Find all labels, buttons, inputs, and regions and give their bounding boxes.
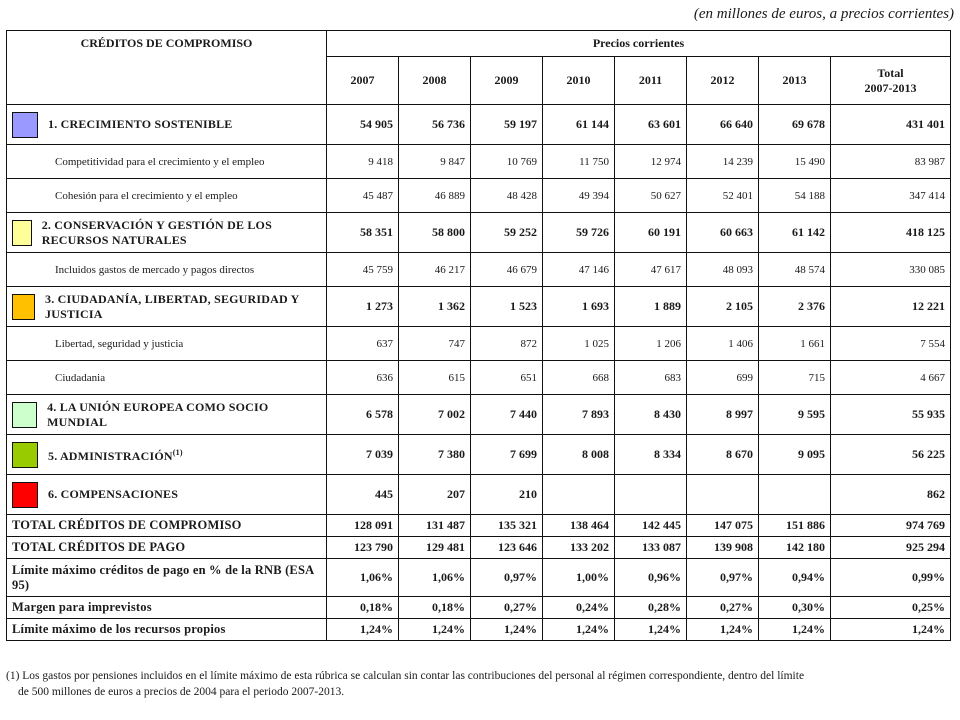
totals-row [7,559,951,597]
row-label-text [42,218,321,248]
footnote-line-2: de 500 millones de euros a precios de 2004 para el periodo 2007-2013. [18,686,345,698]
value-cell: 1,24% [471,619,543,641]
value-cell: 123 646 [471,537,543,559]
value-cell: 52 401 [687,179,759,213]
value-cell: 1 273 [327,287,399,327]
value-cell: 872 [471,327,543,361]
subcategory-row [7,145,951,179]
totals-row [7,537,951,559]
row-label: 1. CRECIMIENTO SOSTENIBLE [48,117,233,131]
value-cell: 14 239 [687,145,759,179]
value-cell: 1 523 [471,287,543,327]
totals-row [7,619,951,641]
table-body [7,105,951,641]
value-cell: 133 202 [543,537,615,559]
row-label: Límite máximo de los recursos propios [12,622,226,636]
row-label-cell [7,537,327,559]
value-cell: 9 595 [759,395,831,435]
value-cell: 60 663 [687,213,759,253]
value-cell: 1,24% [759,619,831,641]
value-cell: 7 699 [471,435,543,475]
value-cell: 131 487 [399,515,471,537]
color-swatch [12,442,38,468]
row-label: 4. LA UNIÓN EUROPEA COMO SOCIO MUNDIAL [47,399,269,429]
value-cell: 8 670 [687,435,759,475]
row-label-cell [7,475,327,515]
header-row-1 [7,31,951,57]
value-cell: 715 [759,361,831,395]
total-cell: 56 225 [831,435,951,475]
total-cell: 862 [831,475,951,515]
value-cell: 48 093 [687,253,759,287]
value-cell: 61 144 [543,105,615,145]
value-cell: 668 [543,361,615,395]
color-swatch [12,482,38,508]
row-label-wrap [12,442,321,468]
total-cell: 347 414 [831,179,951,213]
value-cell: 1,24% [399,619,471,641]
value-cell: 123 790 [327,537,399,559]
category-row [7,287,951,327]
value-cell: 50 627 [615,179,687,213]
value-cell: 0,30% [759,597,831,619]
value-cell: 699 [687,361,759,395]
value-cell: 147 075 [687,515,759,537]
row-label-cell [7,597,327,619]
row-label: TOTAL CRÉDITOS DE PAGO [12,540,186,554]
header-year: 2011 [615,57,687,105]
value-cell: 58 800 [399,213,471,253]
value-cell: 10 769 [471,145,543,179]
value-cell: 138 464 [543,515,615,537]
value-cell: 0,18% [399,597,471,619]
row-label-wrap [12,218,321,248]
value-cell: 7 039 [327,435,399,475]
category-row [7,475,951,515]
value-cell: 8 008 [543,435,615,475]
value-cell: 7 440 [471,395,543,435]
value-cell: 9 847 [399,145,471,179]
value-cell: 8 997 [687,395,759,435]
subcategory-row [7,327,951,361]
color-swatch [12,112,38,138]
value-cell: 2 376 [759,287,831,327]
value-cell: 1,24% [543,619,615,641]
row-label: TOTAL CRÉDITOS DE COMPROMISO [12,518,242,532]
value-cell: 9 418 [327,145,399,179]
value-cell: 1,24% [615,619,687,641]
row-label-cell [7,287,327,327]
value-cell: 46 889 [399,179,471,213]
value-cell: 139 908 [687,537,759,559]
value-cell: 7 380 [399,435,471,475]
total-cell: 83 987 [831,145,951,179]
value-cell: 210 [471,475,543,515]
value-cell: 7 002 [399,395,471,435]
value-cell: 61 142 [759,213,831,253]
value-cell: 151 886 [759,515,831,537]
value-cell: 9 095 [759,435,831,475]
footnote-line-1: (1) Los gastos por pensiones incluidos en el límite máximo de esta rúbrica se calculan sin contar las contribuciones del personal al régimen correspondiente, dentro del límite [6,670,805,682]
row-label: Ciudadania [55,371,106,384]
row-label: Cohesión para el crecimiento y el empleo [55,189,238,202]
value-cell: 1 406 [687,327,759,361]
value-cell [687,475,759,515]
value-cell: 0,96% [615,559,687,597]
footnote [6,668,950,700]
row-label-text [48,445,183,464]
total-cell: 55 935 [831,395,951,435]
total-cell: 431 401 [831,105,951,145]
total-cell: 974 769 [831,515,951,537]
value-cell: 47 146 [543,253,615,287]
row-label: Libertad, seguridad y justicia [55,337,184,350]
value-cell: 133 087 [615,537,687,559]
subcategory-row [7,253,951,287]
category-row [7,435,951,475]
row-label-text [48,487,178,502]
value-cell: 54 188 [759,179,831,213]
value-cell: 59 197 [471,105,543,145]
row-label-cell [7,395,327,435]
value-cell: 0,18% [327,597,399,619]
total-cell: 4 667 [831,361,951,395]
value-cell: 15 490 [759,145,831,179]
header-total-line2: 2007-2013 [864,80,917,95]
value-cell: 747 [399,327,471,361]
value-cell: 1,24% [687,619,759,641]
row-label-cell [7,435,327,475]
color-swatch [12,220,32,246]
value-cell [543,475,615,515]
header-total [831,57,951,105]
total-cell: 7 554 [831,327,951,361]
row-label: Competitividad para el crecimiento y el empleo [55,155,265,168]
value-cell: 60 191 [615,213,687,253]
value-cell: 1 206 [615,327,687,361]
value-cell: 0,24% [543,597,615,619]
color-swatch [12,294,35,320]
value-cell: 54 905 [327,105,399,145]
value-cell: 58 351 [327,213,399,253]
value-cell: 142 445 [615,515,687,537]
value-cell: 1,00% [543,559,615,597]
row-label: Incluidos gastos de mercado y pagos directos [55,263,255,276]
value-cell: 637 [327,327,399,361]
row-label-wrap [12,482,321,508]
value-cell: 0,97% [687,559,759,597]
row-label-text [48,117,233,132]
row-label-cell [7,253,327,287]
value-cell: 69 678 [759,105,831,145]
total-cell: 330 085 [831,253,951,287]
value-cell: 128 091 [327,515,399,537]
value-cell: 56 736 [399,105,471,145]
total-cell: 418 125 [831,213,951,253]
row-label: 5. ADMINISTRACIÓN [48,449,173,463]
value-cell: 7 893 [543,395,615,435]
value-cell: 1,06% [327,559,399,597]
value-cell: 651 [471,361,543,395]
value-cell: 6 578 [327,395,399,435]
value-cell: 48 574 [759,253,831,287]
value-cell: 0,94% [759,559,831,597]
subcategory-row [7,361,951,395]
category-row [7,105,951,145]
total-cell: 12 221 [831,287,951,327]
unit-caption: (en millones de euros, a precios corrientes) [693,6,954,22]
row-label-wrap [12,112,321,138]
row-label: Margen para imprevistos [12,600,152,614]
row-label-text [47,400,321,430]
value-cell: 1,24% [327,619,399,641]
value-cell: 135 321 [471,515,543,537]
value-cell: 11 750 [543,145,615,179]
value-cell: 142 180 [759,537,831,559]
value-cell: 0,27% [471,597,543,619]
row-label-wrap [12,400,321,430]
value-cell: 207 [399,475,471,515]
value-cell: 48 428 [471,179,543,213]
row-label: 3. CIUDADANÍA, LIBERTAD, SEGURIDAD Y JUSTICIA [45,291,300,321]
row-label: Límite máximo créditos de pago en % de la RNB (ESA 95) [12,562,314,592]
value-cell: 59 726 [543,213,615,253]
total-cell: 0,99% [831,559,951,597]
value-cell: 0,28% [615,597,687,619]
value-cell: 49 394 [543,179,615,213]
header-title: CRÉDITOS DE COMPROMISO [7,31,327,105]
value-cell: 1 362 [399,287,471,327]
row-label-cell [7,559,327,597]
subcategory-row [7,179,951,213]
row-label: 6. COMPENSACIONES [48,487,179,501]
row-label-cell [7,361,327,395]
category-row [7,213,951,253]
row-label-cell [7,105,327,145]
header-year: 2008 [399,57,471,105]
value-cell: 46 217 [399,253,471,287]
footnote-ref: (1) [172,448,183,457]
value-cell: 8 334 [615,435,687,475]
header-year: 2007 [327,57,399,105]
row-label-cell [7,145,327,179]
value-cell [759,475,831,515]
value-cell: 129 481 [399,537,471,559]
value-cell: 8 430 [615,395,687,435]
row-label-cell [7,515,327,537]
value-cell: 1 889 [615,287,687,327]
value-cell: 1 693 [543,287,615,327]
value-cell: 636 [327,361,399,395]
value-cell: 46 679 [471,253,543,287]
value-cell: 12 974 [615,145,687,179]
value-cell: 683 [615,361,687,395]
value-cell: 0,27% [687,597,759,619]
value-cell: 45 759 [327,253,399,287]
header-group: Precios corrientes [327,31,951,57]
row-label-text [45,292,321,322]
total-cell: 1,24% [831,619,951,641]
header-total-line1: Total [877,65,904,80]
totals-row [7,515,951,537]
value-cell [615,475,687,515]
value-cell: 615 [399,361,471,395]
total-cell: 0,25% [831,597,951,619]
header-year: 2009 [471,57,543,105]
value-cell: 1 661 [759,327,831,361]
value-cell: 0,97% [471,559,543,597]
row-label-cell [7,327,327,361]
header-year: 2010 [543,57,615,105]
value-cell: 445 [327,475,399,515]
value-cell: 2 105 [687,287,759,327]
header-year: 2013 [759,57,831,105]
value-cell: 59 252 [471,213,543,253]
row-label-wrap [12,292,321,322]
row-label-cell [7,179,327,213]
row-label-cell [7,213,327,253]
row-label: 2. CONSERVACIÓN Y GESTIÓN DE LOS RECURSOS NATURALES [41,217,272,247]
value-cell: 66 640 [687,105,759,145]
color-swatch [12,402,37,428]
value-cell: 45 487 [327,179,399,213]
value-cell: 1 025 [543,327,615,361]
header-year: 2012 [687,57,759,105]
budget-table [6,30,951,641]
totals-row [7,597,951,619]
value-cell: 1,06% [399,559,471,597]
value-cell: 47 617 [615,253,687,287]
total-cell: 925 294 [831,537,951,559]
value-cell: 63 601 [615,105,687,145]
row-label-cell [7,619,327,641]
category-row [7,395,951,435]
